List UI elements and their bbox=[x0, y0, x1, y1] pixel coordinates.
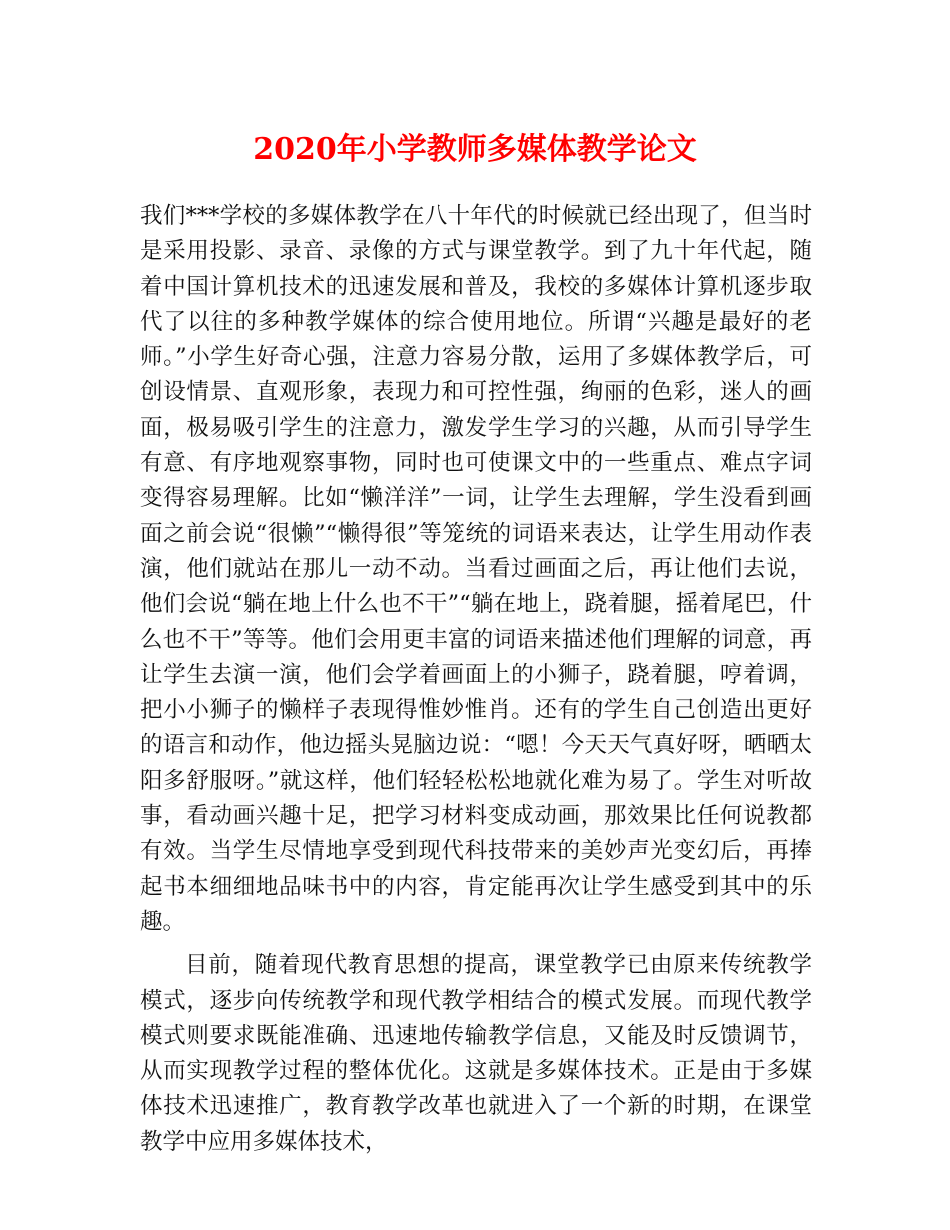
paragraph-2: 目前，随着现代教育思想的提高，课堂教学已由原来传统教学模式，逐步向传统教学和现代教学相结合的模式发展。而现代教学模式则要求既能准确、迅速地传输教学信息，又能及时反馈调节，从而实现教学过程的整体优化。这就是多媒体技术。正是由于多媒体技术迅速推广，教育教学改革也就进入了一个新的时期，在课堂教学中应用多媒体技术， bbox=[140, 952, 812, 1155]
paragraph-1: 我们***学校的多媒体教学在八十年代的时候就已经出现了，但当时是采用投影、录音、录像的方式与课堂教学。到了九十年代起，随着中国计算机技术的迅速发展和普及，我校的多媒体计算机逐步取代了以往的多种教学媒体的综合使用地位。所谓“兴趣是最好的老师。”小学生好奇心强，注意力容易分散，运用了多媒体教学后，可创设情景、直观形象，表现力和可控性强，绚丽的色彩，迷人的画面，极易吸引学生的注意力，激发学生学习的兴趣，从而引导学生有意、有序地观察事物，同时也可使课文中的一些重点、难点字词变得容易理解。比如“懒洋洋”一词，让学生去理解，学生没看到画面之前会说“很懒”“懒得很”等笼统的词语来表达，让学生用动作表演，他们就站在那儿一动不动。当看过画面之后，再让他们去说，他们会说“躺在地上什么也不干”“躺在地上，跷着腿，摇着尾巴，什么也不干”等等。他们会用更丰富的词语来描述他们理解的词意，再让学生去演一演，他们会学着画面上的小狮子，跷着腿，哼着调，把小小狮子的懒样子表现得惟妙惟肖。还有的学生自己创造出更好的语言和动作，他边摇头晃脑边说：“嗯！今天天气真好呀，晒晒太阳多舒服呀。”就这样，他们轻轻松松地就化难为易了。学生对听故事，看动画兴趣十足，把学习材料变成动画，那效果比任何说教都有效。当学生尽情地享受到现代科技带来的美妙声光变幻后，再捧起书本细细地品味书中的内容，肯定能再次让学生感受到其中的乐趣。 bbox=[140, 203, 812, 935]
document-body bbox=[140, 199, 812, 1160]
document-title: 2020年小学教师多媒体教学论文 bbox=[253, 132, 697, 167]
